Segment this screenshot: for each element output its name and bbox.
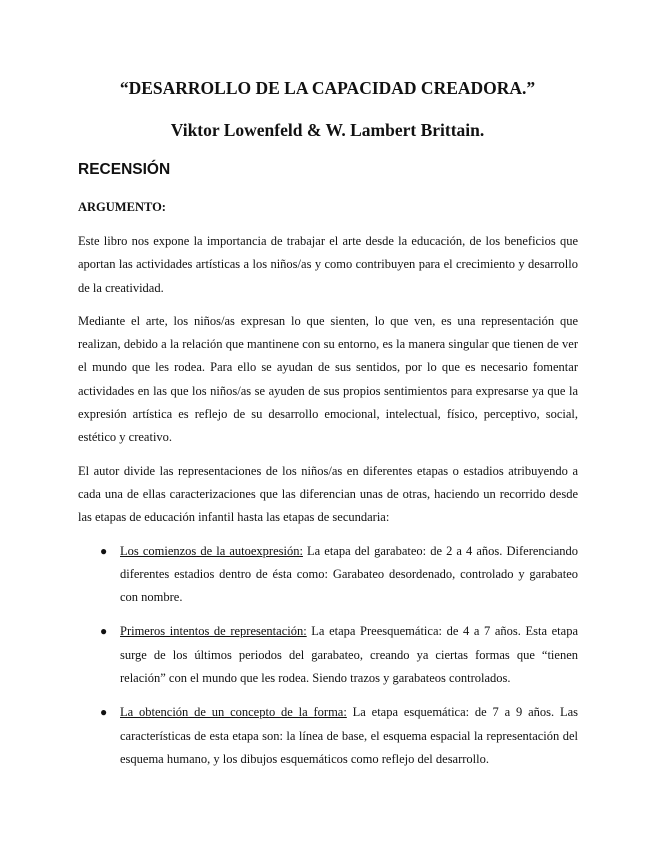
list-item-text: La etapa esquemática: de 7 a 9 años. Las características de esta etapa son: la línea de base, el esquema espacial la representación del esquema humano, y los dibujos esquemáticos como reflejo del desarrollo. [120, 705, 579, 766]
list-item [78, 540, 578, 610]
bullet-icon: ● [100, 543, 108, 558]
document-body [78, 230, 578, 782]
paragraph-1: Este libro nos expone la importancia de trabajar el arte desde la educación, de los beneficios que aportan las actividades artísticas a los niños/as y como contribuyen para el crecimiento y desarrollo de la creatividad. [78, 234, 578, 295]
list-item [78, 701, 578, 771]
subsection-heading-argumento: ARGUMENTO: [78, 200, 166, 214]
document-authors: Viktor Lowenfeld & W. Lambert Brittain. [170, 120, 485, 140]
paragraph-2: Mediante el arte, los niños/as expresan lo que sienten, lo que ven, es una representación que realizan, debido a la relación que mantinene con su entorno, es la manera singular que tienen de ver el mundo que les rodea. Para ello se ayudan de sus sentidos, por lo que es necesario fomentar actividades en las que los niños/as se ayuden de sus propios sentimientos para expresarse ya que la expresión artística es reflejo de su desarrollo emocional, intelectual, físico, perceptivo, social, estético y creativo. [78, 313, 578, 445]
list-item-heading: Primeros intentos de representación: [120, 624, 307, 639]
bullet-icon: ● [100, 624, 108, 639]
paragraph-3: El autor divide las representaciones de los niños/as en diferentes etapas o estadios atribuyendo a cada una de ellas caracterizaciones que las diferencian unas de otras, haciendo un recorrido desde las etapas de educación infantil hasta las etapas de secundaria: [78, 463, 578, 525]
list-item-text: La etapa Preesquemática: de 4 a 7 años. Esta etapa surge de los últimos periodos del garabateo, creando ya ciertas formas que “tienen relación” con el mundo que les rodea. Siendo trazos y garabateos controlados. [120, 624, 578, 686]
section-heading-recension: RECENSIÓN [78, 161, 171, 178]
stages-list [78, 540, 578, 772]
list-item-text: La etapa del garabateo: de 2 a 4 años. Diferenciando diferentes estadios dentro de ésta como: Garabateo desordenado, controlado y garabateo con nombre. [120, 543, 578, 605]
list-item-heading: La obtención de un concepto de la forma: [120, 705, 347, 720]
bullet-icon: ● [100, 705, 108, 720]
list-item [78, 620, 578, 690]
list-item-heading: Los comienzos de la autoexpresión: [120, 543, 303, 558]
document-title: “DESARROLLO DE LA CAPACIDAD CREADORA.” [119, 78, 536, 98]
